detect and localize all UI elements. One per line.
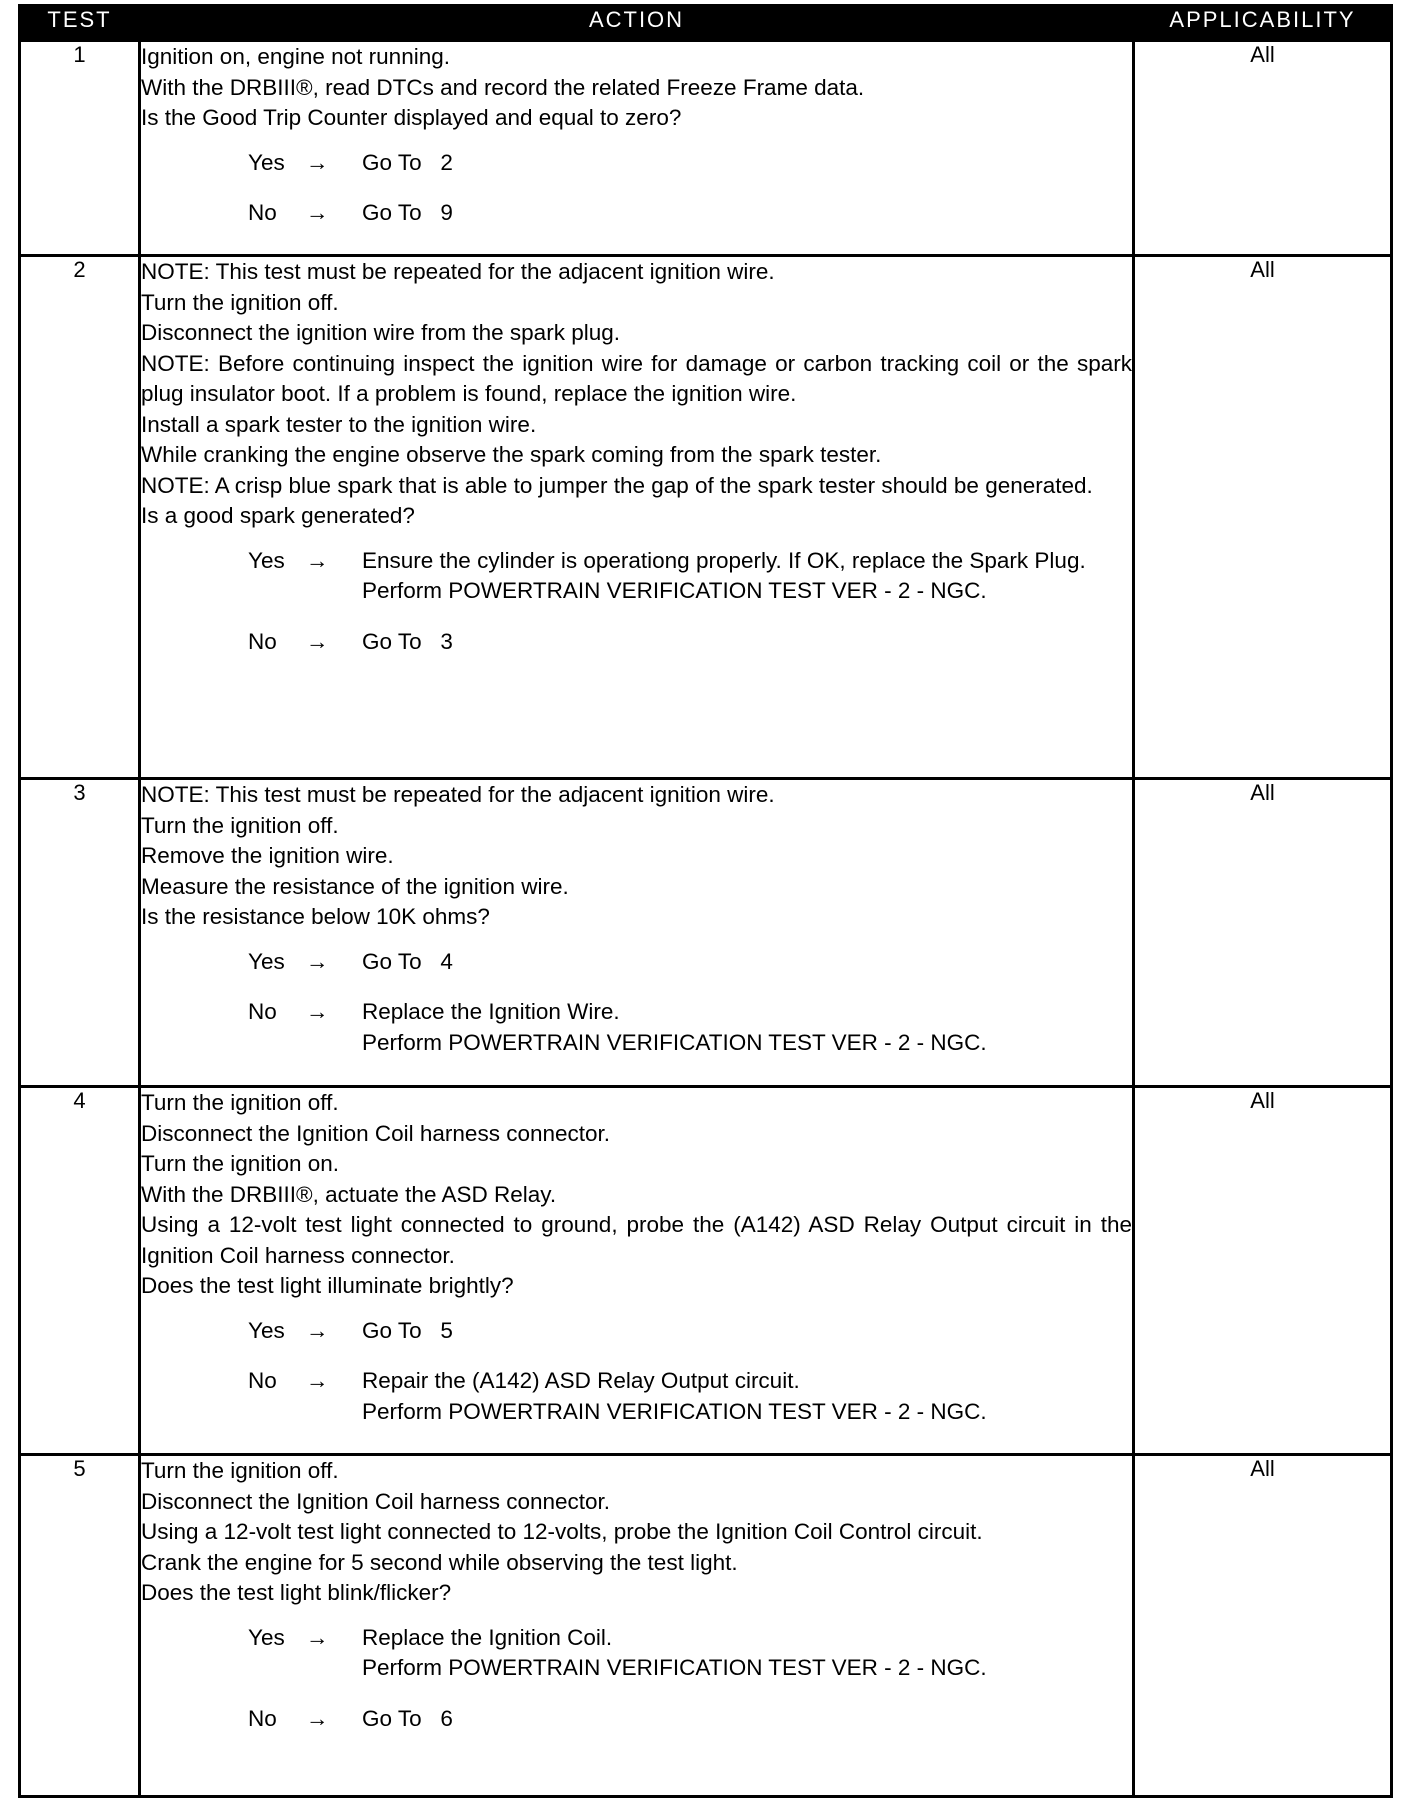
- action-line: Does the test light illuminate brightly?: [141, 1273, 514, 1298]
- answer-no: [141, 627, 1132, 658]
- table-row: [20, 41, 1392, 256]
- answer-label: No: [248, 999, 277, 1024]
- result-line: Go To 9: [362, 200, 453, 225]
- applicability-cell: All: [1134, 256, 1392, 779]
- answer-result: [362, 1623, 1132, 1684]
- answer-yes: [141, 1623, 1132, 1684]
- answer-label: Yes: [248, 547, 285, 573]
- result-line: Go To 2: [362, 149, 453, 175]
- action-line: Turn the ignition off.: [141, 289, 339, 315]
- test-number: 1: [20, 41, 140, 256]
- test-number: 4: [20, 1087, 140, 1455]
- result-line: Perform POWERTRAIN VERIFICATION TEST VER - 2 - NGC.: [362, 1029, 987, 1055]
- action-line: NOTE: This test must be repeated for the adjacent ignition wire.: [141, 782, 775, 807]
- answers: [141, 546, 1132, 658]
- action-line: Turn the ignition off.: [141, 1458, 339, 1483]
- action-line: Disconnect the ignition wire from the spark plug.: [141, 320, 620, 345]
- answers: [141, 1623, 1132, 1735]
- answer-result: [362, 1704, 1132, 1735]
- answer-result: [362, 997, 1132, 1058]
- test-number: 5: [20, 1455, 140, 1797]
- action-cell: [140, 1087, 1134, 1455]
- diagnostic-test-table: [18, 4, 1393, 1798]
- arrow-icon: →: [306, 1368, 329, 1393]
- arrow-icon: →: [306, 628, 329, 654]
- action-line: Disconnect the Ignition Coil harness connector.: [141, 1120, 611, 1146]
- action-line: Measure the resistance of the ignition wire.: [141, 873, 569, 899]
- answer-no: [141, 198, 1132, 229]
- table-row: [20, 779, 1392, 1087]
- result-line: Go To 3: [362, 628, 453, 654]
- test-number: 2: [20, 256, 140, 779]
- answer-label: Yes: [248, 149, 285, 175]
- answer-label: No: [248, 1705, 277, 1731]
- answer-label: No: [248, 628, 277, 654]
- answers: [141, 1316, 1132, 1428]
- action-line: Crank the engine for 5 second while observing the test light.: [141, 1549, 738, 1575]
- action-cell: [140, 779, 1134, 1087]
- applicability-cell: All: [1134, 1087, 1392, 1455]
- action-cell: [140, 41, 1134, 256]
- header-applicability: APPLICABILITY: [1134, 6, 1392, 41]
- result-line: Go To 4: [362, 948, 453, 974]
- answer-label: No: [248, 200, 277, 225]
- action-line: NOTE: This test must be repeated for the adjacent ignition wire.: [141, 259, 775, 284]
- answer-no: [141, 1366, 1132, 1427]
- table-row: [20, 1455, 1392, 1797]
- answer-result: [362, 627, 1132, 658]
- arrow-icon: →: [306, 999, 329, 1024]
- answer-result: [362, 1366, 1132, 1427]
- answer-yes: [141, 947, 1132, 978]
- action-line: Install a spark tester to the ignition wire.: [141, 411, 537, 437]
- action-line: Ignition on, engine not running.: [141, 44, 450, 69]
- action-line: Disconnect the Ignition Coil harness connector.: [141, 1488, 611, 1514]
- result-line: Ensure the cylinder is operationg properly. If OK, replace the Spark Plug.: [362, 547, 1086, 573]
- action-line: With the DRBIII®, read DTCs and record the related Freeze Frame data.: [141, 74, 865, 100]
- answer-no: [141, 1704, 1132, 1735]
- header-test: TEST: [20, 6, 140, 41]
- applicability-cell: All: [1134, 779, 1392, 1087]
- answer-yes: [141, 148, 1132, 179]
- action-line: Turn the ignition off.: [141, 812, 339, 838]
- diagnostic-page: [18, 4, 1390, 1798]
- table-header-row: [20, 6, 1392, 41]
- action-line: Using a 12-volt test light connected to ground, probe the (A142) ASD Relay Output circuit in the Ignition Coil harness connector.: [141, 1212, 1132, 1268]
- action-line: With the DRBIII®, actuate the ASD Relay.: [141, 1181, 557, 1207]
- action-line: Remove the ignition wire.: [141, 843, 394, 868]
- applicability-cell: All: [1134, 1455, 1392, 1797]
- table-row: [20, 1087, 1392, 1455]
- action-line: While cranking the engine observe the spark coming from the spark tester.: [141, 442, 882, 467]
- action-line: Turn the ignition off.: [141, 1090, 339, 1115]
- answer-yes: [141, 546, 1132, 607]
- table-row: [20, 256, 1392, 779]
- arrow-icon: →: [306, 149, 329, 175]
- arrow-icon: →: [306, 948, 329, 974]
- test-number: 3: [20, 779, 140, 1087]
- action-cell: [140, 1455, 1134, 1797]
- answer-result: [362, 1316, 1132, 1347]
- header-action: ACTION: [140, 6, 1134, 41]
- answers: [141, 148, 1132, 229]
- arrow-icon: →: [306, 547, 329, 573]
- result-line: Perform POWERTRAIN VERIFICATION TEST VER - 2 - NGC.: [362, 578, 987, 603]
- answer-label: Yes: [248, 1317, 285, 1343]
- answer-label: Yes: [248, 948, 285, 974]
- result-line: Replace the Ignition Wire.: [362, 999, 620, 1024]
- answer-result: [362, 546, 1132, 607]
- answer-no: [141, 997, 1132, 1058]
- arrow-icon: →: [306, 1624, 329, 1650]
- result-line: Perform POWERTRAIN VERIFICATION TEST VER - 2 - NGC.: [362, 1398, 987, 1424]
- applicability-cell: All: [1134, 41, 1392, 256]
- answer-label: No: [248, 1368, 277, 1393]
- arrow-icon: →: [306, 1317, 329, 1343]
- action-line: Is the Good Trip Counter displayed and equal to zero?: [141, 105, 682, 130]
- action-line: Does the test light blink/flicker?: [141, 1580, 452, 1605]
- answer-result: [362, 148, 1132, 179]
- answers: [141, 947, 1132, 1059]
- action-line: NOTE: Before continuing inspect the ignition wire for damage or carbon tracking coil or the spark plug insulator boot. If a problem is found, replace the ignition wire.: [141, 350, 1132, 406]
- action-line: Turn the ignition on.: [141, 1151, 340, 1176]
- answer-label: Yes: [248, 1624, 285, 1650]
- result-line: Perform POWERTRAIN VERIFICATION TEST VER - 2 - NGC.: [362, 1655, 987, 1680]
- action-line: Is the resistance below 10K ohms?: [141, 904, 490, 929]
- answer-yes: [141, 1316, 1132, 1347]
- arrow-icon: →: [306, 200, 329, 225]
- action-line: Using a 12-volt test light connected to 12-volts, probe the Ignition Coil Control circuit.: [141, 1519, 983, 1544]
- action-line: NOTE: A crisp blue spark that is able to jumper the gap of the spark tester should be generated.: [141, 472, 1093, 498]
- action-line: Is a good spark generated?: [141, 503, 415, 528]
- arrow-icon: →: [306, 1705, 329, 1731]
- result-line: Go To 6: [362, 1705, 453, 1731]
- result-line: Replace the Ignition Coil.: [362, 1624, 613, 1650]
- action-cell: [140, 256, 1134, 779]
- result-line: Go To 5: [362, 1317, 453, 1343]
- answer-result: [362, 198, 1132, 229]
- answer-result: [362, 947, 1132, 978]
- result-line: Repair the (A142) ASD Relay Output circuit.: [362, 1368, 800, 1393]
